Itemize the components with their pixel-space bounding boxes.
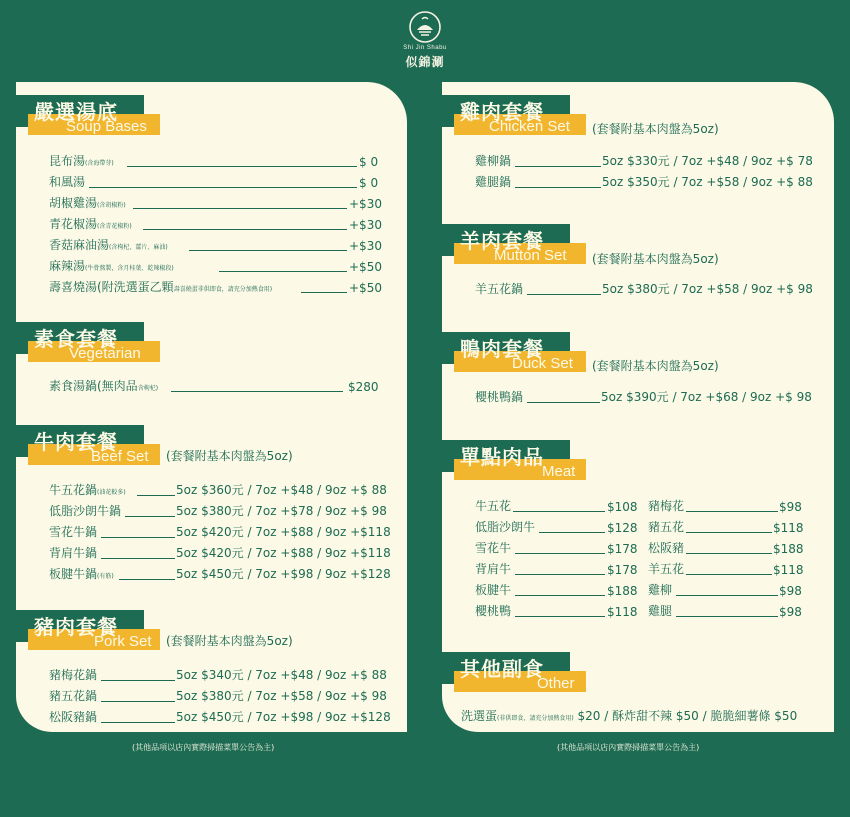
right-footer-note: (其他品項以店內實際掃描菜單公告為主)	[557, 743, 700, 752]
list-item: 板腱牛鍋(有筋) 5oz $450元 / 7oz +$98 / 9oz +$128	[49, 567, 391, 581]
list-item: 豬五花 $118	[648, 520, 804, 535]
list-item: 雪花牛鍋 5oz $420元 / 7oz +$88 / 9oz +$118	[49, 525, 391, 539]
list-item: 低脂沙朗牛 $128	[475, 520, 638, 535]
list-item: 櫻桃鴨鍋 5oz $390元 / 7oz +$68 / 9oz +$ 98	[475, 390, 812, 404]
list-item: 胡椒雞湯(含胡椒粉) +$30	[49, 196, 382, 211]
section-subtitle: Duck Set	[512, 355, 573, 372]
list-item: 豬梅花鍋 5oz $340元 / 7oz +$48 / 9oz +$ 88	[49, 668, 387, 682]
section-title: 嚴選湯底	[34, 100, 118, 124]
left-menu-panel	[16, 82, 407, 732]
list-item: 牛五花鍋(油花較多) 5oz $360元 / 7oz +$48 / 9oz +$ 88	[49, 483, 387, 497]
section-subtitle: Beef Set	[91, 448, 149, 465]
brand-name-zh: 似錦涮	[405, 55, 445, 69]
list-item: 昆布湯(含海帶芽) $ 0	[49, 154, 379, 169]
list-item: 雞柳 $98	[648, 583, 802, 598]
list-item: 青花椒湯(含青花椒粉) +$30	[49, 217, 382, 232]
list-item: 雪花牛 $178	[475, 541, 638, 556]
section-title: 雞肉套餐	[460, 100, 544, 124]
hotpot-logo-icon	[408, 10, 442, 44]
section-title: 牛肉套餐	[34, 430, 118, 454]
list-item: 雞柳鍋 5oz $330元 / 7oz +$48 / 9oz +$ 78	[475, 154, 813, 168]
section-note: (套餐附基本肉盤為5oz)	[592, 359, 719, 373]
section-subtitle: Pork Set	[94, 633, 152, 650]
list-item: 素食湯鍋(無肉品含枸杞) $280	[49, 379, 379, 394]
left-footer-note: (其他品項以店內實際掃描菜單公告為主)	[132, 743, 275, 752]
list-item: 和風湯 $ 0	[49, 175, 379, 190]
list-item: 雞腿 $98	[648, 604, 802, 619]
list-item: 豬五花鍋 5oz $380元 / 7oz +$58 / 9oz +$ 98	[49, 689, 387, 703]
list-item: 低脂沙朗牛鍋 5oz $380元 / 7oz +$78 / 9oz +$ 98	[49, 504, 387, 518]
list-item: 麻辣湯(牛骨熬製，含月桂葉、乾辣椒段) +$50	[49, 259, 382, 274]
section-note: (套餐附基本肉盤為5oz)	[592, 252, 719, 266]
list-item: 豬梅花 $98	[648, 499, 802, 514]
list-item: 背肩牛 $178	[475, 562, 638, 577]
section-title: 單點肉品	[460, 445, 544, 469]
list-item: 松阪豬鍋 5oz $450元 / 7oz +$98 / 9oz +$128	[49, 710, 391, 724]
section-subtitle: Chicken Set	[489, 118, 570, 135]
list-item: 雞腿鍋 5oz $350元 / 7oz +$58 / 9oz +$ 88	[475, 175, 813, 189]
section-subtitle: Soup Bases	[66, 118, 147, 135]
section-subtitle: Vegetarian	[69, 345, 141, 362]
list-item: 洗選蛋(非供即食，請充分加熱食用) $20 / 酥炸甜不辣 $50 / 脆脆細薯條 $50	[461, 709, 798, 723]
list-item: 香菇麻油湯(含枸杞、薑片、麻油) +$30	[49, 238, 382, 253]
section-subtitle: Meat	[542, 463, 576, 480]
right-menu-panel	[442, 82, 834, 732]
section-subtitle: Other	[537, 675, 575, 692]
section-note: (套餐附基本肉盤為5oz)	[166, 634, 293, 648]
section-title: 羊肉套餐	[460, 229, 544, 253]
brand-logo	[395, 10, 455, 70]
section-note: (套餐附基本肉盤為5oz)	[166, 449, 293, 463]
section-subtitle: Mutton Set	[494, 247, 567, 264]
list-item: 櫻桃鴨 $118	[475, 604, 638, 619]
list-item: 羊五花鍋 5oz $380元 / 7oz +$58 / 9oz +$ 98	[475, 282, 813, 296]
list-item: 壽喜燒湯(附洗選蛋乙顆壽喜燒蛋非供即食，請充分加熱食用) +$50	[49, 280, 382, 295]
list-item: 羊五花 $118	[648, 562, 804, 577]
section-note: (套餐附基本肉盤為5oz)	[592, 122, 719, 136]
list-item: 牛五花 $108	[475, 499, 638, 514]
list-item: 背肩牛鍋 5oz $420元 / 7oz +$88 / 9oz +$118	[49, 546, 391, 560]
section-title: 素食套餐	[34, 327, 118, 351]
section-title: 鴨肉套餐	[460, 337, 544, 361]
list-item: 松阪豬 $188	[648, 541, 804, 556]
brand-name-en: Shi Jin Shabu	[403, 45, 447, 51]
list-item: 板腱牛 $188	[475, 583, 638, 598]
section-title: 豬肉套餐	[34, 615, 118, 639]
section-title: 其他副食	[460, 657, 544, 681]
